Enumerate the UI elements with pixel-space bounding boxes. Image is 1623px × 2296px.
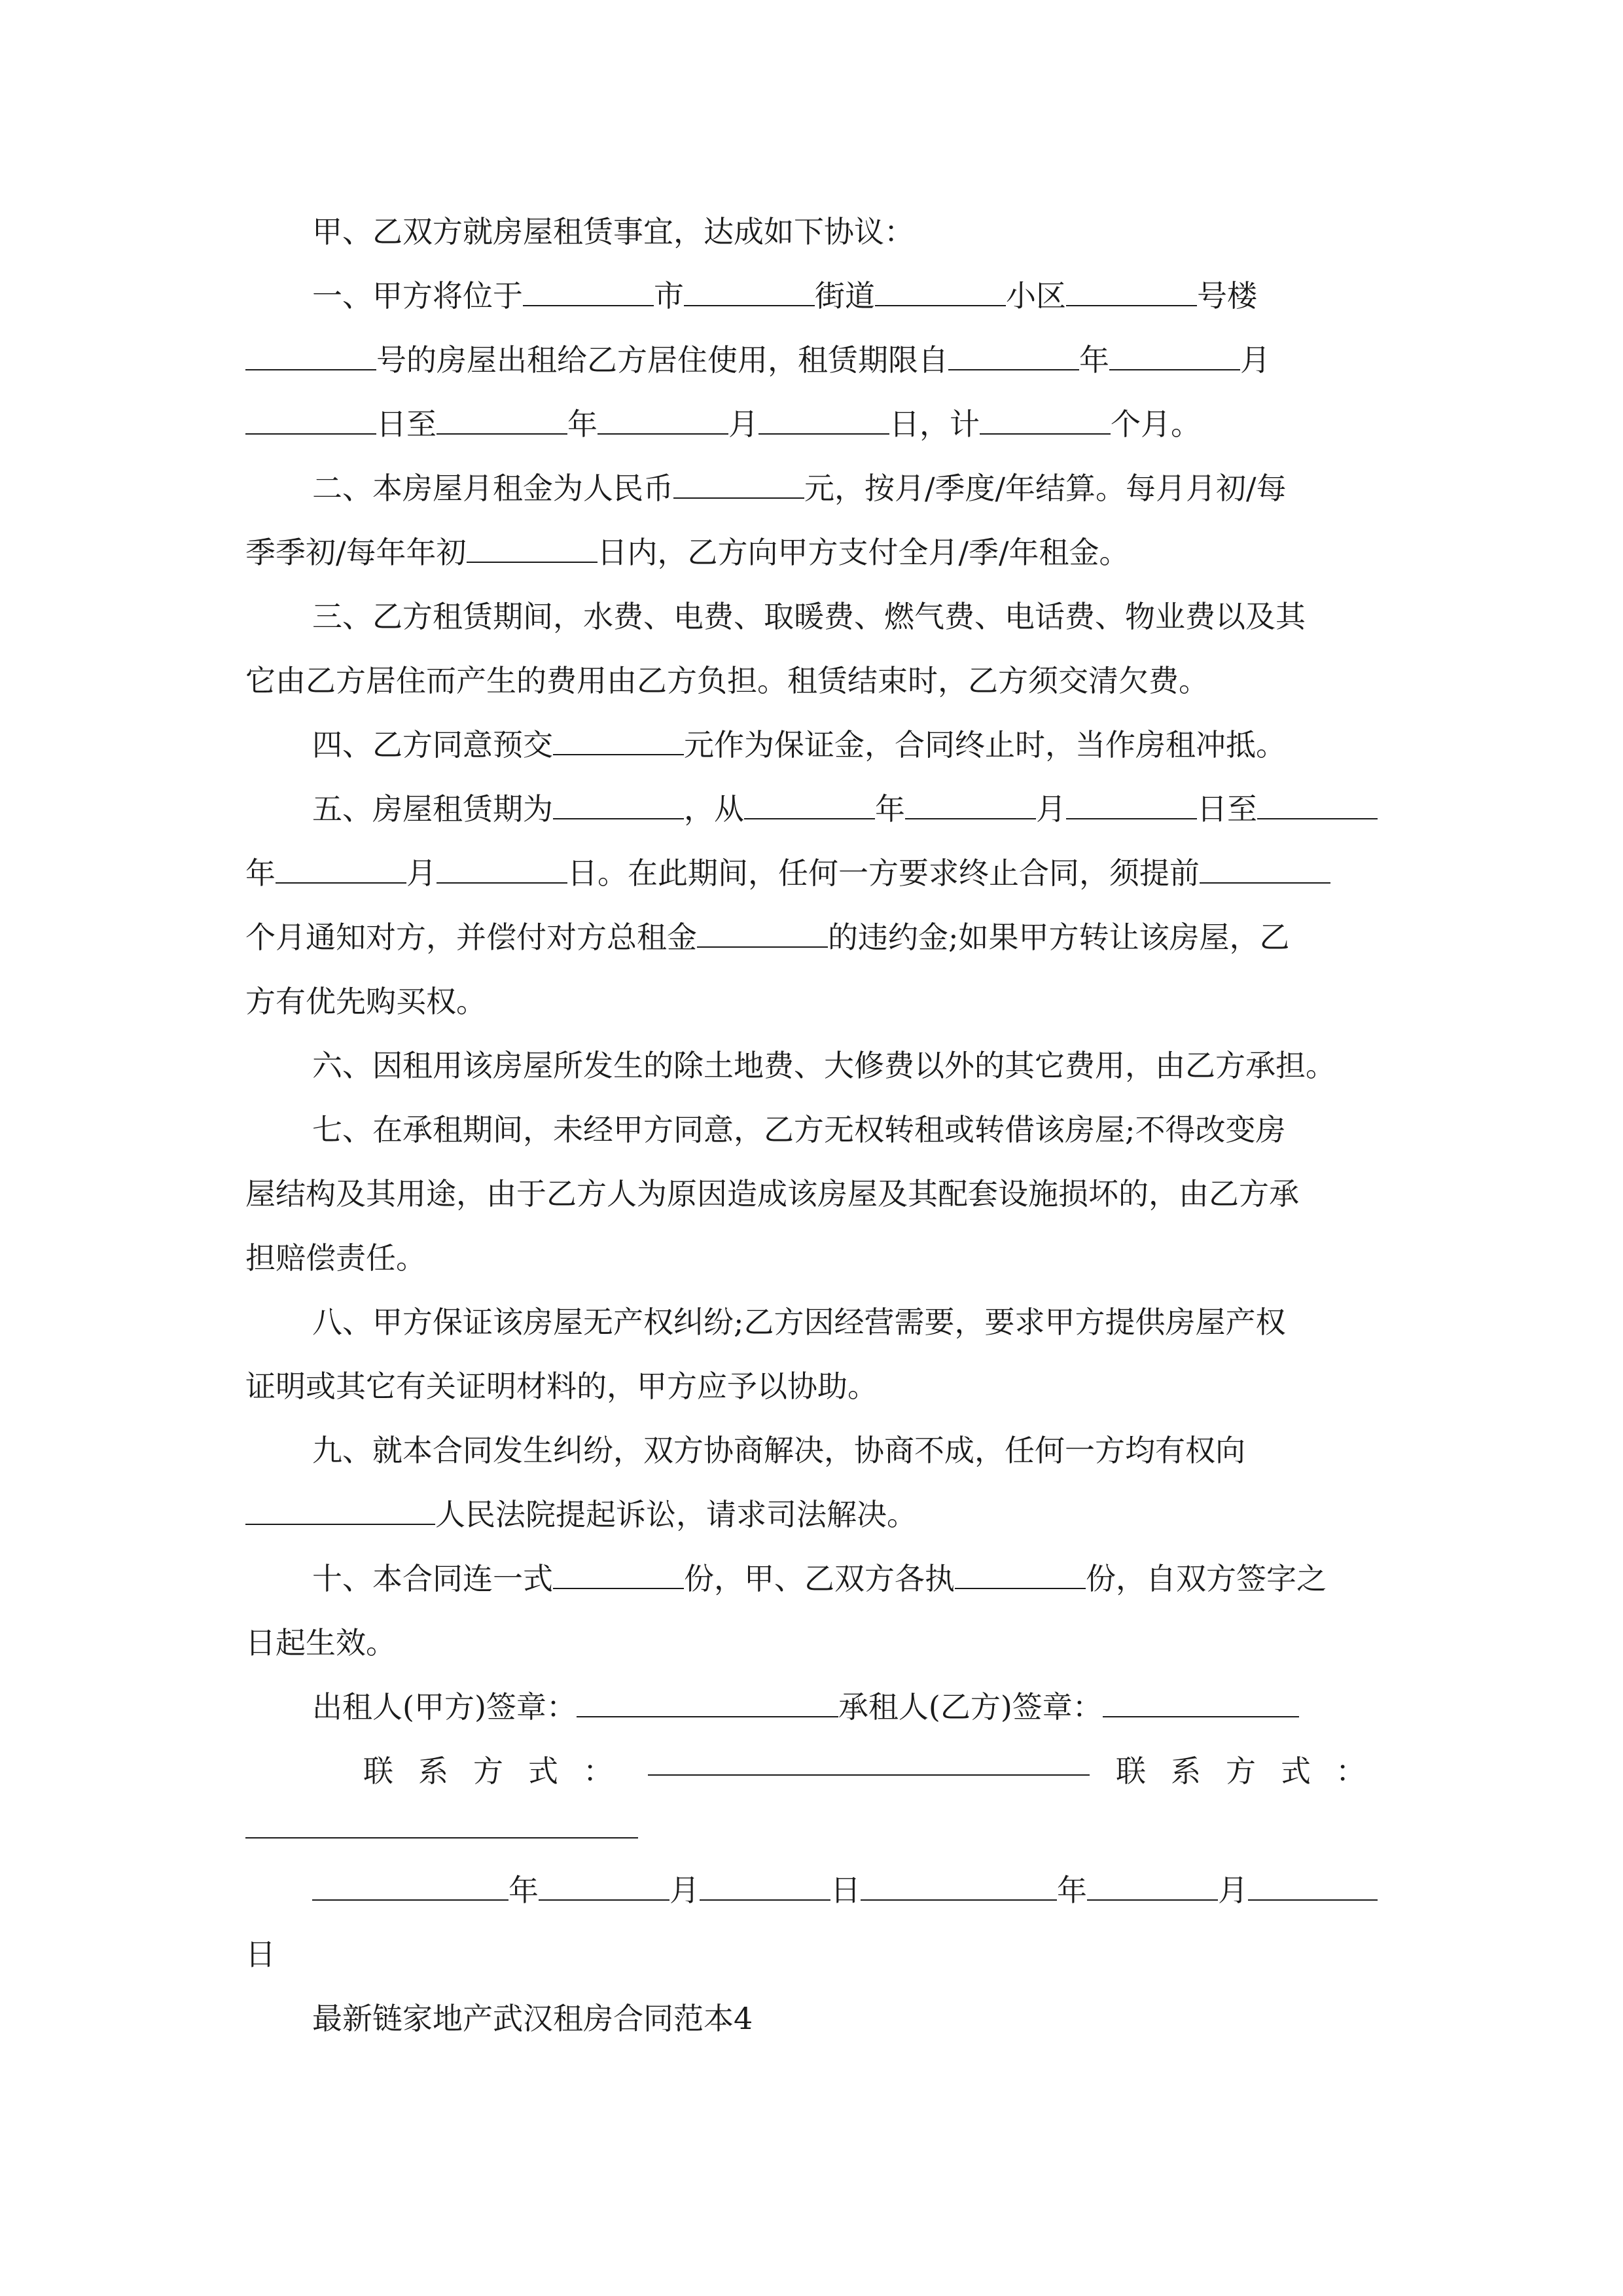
clause1-district: 小区 <box>1006 278 1066 314</box>
fill-blank[interactable] <box>245 330 376 370</box>
date-day: 日 <box>245 1937 276 1972</box>
next-document-title <box>312 1986 1378 2051</box>
contact-right-field[interactable] <box>245 1837 638 1839</box>
clause9-text: 人民法院提起诉讼，请求司法解决。 <box>435 1497 917 1532</box>
clause5-year: 年 <box>875 791 905 827</box>
clause1-months: 个月。 <box>1111 406 1201 442</box>
date-day: 日 <box>830 1873 861 1908</box>
clause5-text: 个月通知对方，并偿付对方总租金 <box>245 920 697 955</box>
clause1-city: 市 <box>654 278 684 314</box>
fill-blank[interactable] <box>948 330 1079 370</box>
clause1-text: 一、甲方将位于 <box>312 278 523 314</box>
fill-blank[interactable] <box>553 779 684 819</box>
clause5-line1 <box>312 776 1378 842</box>
fill-blank[interactable] <box>467 522 597 563</box>
fill-blank[interactable] <box>684 266 815 306</box>
clause5-line3 <box>245 905 1378 970</box>
clause2-text: 二、本房屋月租金为人民币 <box>312 471 673 506</box>
fill-blank[interactable] <box>553 715 684 755</box>
clause2-text: 元，按月/季度/年结算。每月月初/每 <box>804 471 1287 506</box>
fill-blank[interactable] <box>245 394 376 435</box>
fill-blank[interactable] <box>697 907 828 948</box>
clause9-line1 <box>312 1418 1378 1483</box>
clause6-text: 六、因租用该房屋所发生的除土地费、大修费以外的其它费用，由乙方承担。 <box>312 1048 1336 1083</box>
clause4-text: 四、乙方同意预交 <box>312 727 553 762</box>
clause7-line2 <box>245 1161 1378 1227</box>
clause3-text: 三、乙方租赁期间，水费、电费、取暖费、燃气费、电话费、物业费以及其 <box>312 599 1306 634</box>
fill-blank[interactable] <box>523 266 654 306</box>
contact-left-label <box>363 1738 645 1804</box>
contact-right-label <box>1116 1738 1391 1804</box>
fill-blank[interactable] <box>861 1860 1057 1901</box>
clause8-line1 <box>312 1289 1378 1355</box>
clause2-line2 <box>245 520 1378 585</box>
clause1-year: 年 <box>1079 342 1109 378</box>
clause1-line1 <box>312 263 1378 329</box>
clause7-text: 担赔偿责任。 <box>245 1240 426 1276</box>
clause3-text: 它由乙方居住而产生的费用由乙方负担。租赁结束时，乙方须交清欠费。 <box>245 663 1209 698</box>
fill-blank[interactable] <box>245 1484 435 1525</box>
clause4-text: 元作为保证金，合同终止时，当作房租冲抵。 <box>684 727 1286 762</box>
clause10-text: 十、本合同连一式 <box>312 1561 553 1596</box>
clause1-line3 <box>245 391 1378 457</box>
clause10-text: 日起生效。 <box>245 1625 396 1660</box>
clause5-year: 年 <box>245 855 276 891</box>
fill-blank[interactable] <box>1066 266 1197 306</box>
clause8-line2 <box>245 1354 1378 1419</box>
fill-blank[interactable] <box>955 1549 1086 1589</box>
contact-right-text <box>1116 1753 1391 1789</box>
clause10-line2 <box>245 1610 1378 1676</box>
clause7-line1 <box>312 1097 1378 1162</box>
fill-blank[interactable] <box>1066 779 1197 819</box>
lessee-signature-label: 承租人(乙方)签章： <box>838 1689 1103 1725</box>
contact-left: 联系方式： <box>363 1753 638 1789</box>
signature-line <box>312 1674 1378 1740</box>
date-month: 月 <box>1218 1873 1248 1908</box>
clause4-line1 <box>312 712 1378 778</box>
next-title-text: 最新链家地产武汉租房合同范本4 <box>312 2001 753 2036</box>
clause10-line1 <box>312 1546 1378 1611</box>
lessee-signature-field[interactable] <box>1103 1677 1299 1717</box>
contact-left-text <box>363 1753 638 1789</box>
fill-blank[interactable] <box>744 779 875 819</box>
date-month: 月 <box>669 1873 700 1908</box>
fill-blank[interactable] <box>1257 779 1378 819</box>
fill-blank[interactable] <box>1248 1860 1378 1901</box>
date-line-wrap <box>245 1922 1378 1987</box>
clause10-text: 份，自双方签字之 <box>1086 1561 1327 1596</box>
fill-blank[interactable] <box>312 1860 508 1901</box>
clause3-line1 <box>312 584 1378 649</box>
clause10-text: 份，甲、乙双方各执 <box>684 1561 955 1596</box>
clause2-text: 季季初/每年年初 <box>245 535 467 570</box>
clause5-day-to: 日至 <box>1197 791 1257 827</box>
date-year: 年 <box>1057 1873 1087 1908</box>
date-year: 年 <box>508 1873 539 1908</box>
lessor-signature-field[interactable] <box>577 1677 838 1717</box>
clause5-text: 日。在此期间，任何一方要求终止合同，须提前 <box>567 855 1200 891</box>
contact-right: 联系方式： <box>1116 1753 1391 1789</box>
clause1-street: 街道 <box>815 278 875 314</box>
fill-blank[interactable] <box>1109 330 1240 370</box>
clause1-day-total: 日，计 <box>889 406 980 442</box>
clause9-line2 <box>245 1482 1378 1547</box>
clause1-day-to: 日至 <box>376 406 437 442</box>
date-line <box>312 1857 1378 1923</box>
fill-blank[interactable] <box>437 394 567 435</box>
clause1-month: 月 <box>1240 342 1270 378</box>
clause1-building: 号楼 <box>1197 278 1257 314</box>
fill-blank[interactable] <box>905 779 1036 819</box>
clause5-text: ，从 <box>684 791 744 827</box>
clause2-text: 日内，乙方向甲方支付全月/季/年租金。 <box>597 535 1130 570</box>
fill-blank[interactable] <box>980 394 1111 435</box>
lessor-signature-label: 出租人(甲方)签章： <box>312 1689 577 1725</box>
intro-text: 甲、乙双方就房屋租赁事宜，达成如下协议： <box>312 214 914 249</box>
clause5-text: 的违约金;如果甲方转让该房屋，乙 <box>828 920 1290 955</box>
clause3-line2 <box>245 648 1378 713</box>
clause8-text: 证明或其它有关证明材料的，甲方应予以协助。 <box>245 1369 878 1404</box>
clause2-line1 <box>312 456 1378 521</box>
clause1-month: 月 <box>728 406 758 442</box>
fill-blank[interactable] <box>758 394 889 435</box>
fill-blank[interactable] <box>1087 1860 1218 1901</box>
fill-blank[interactable] <box>553 1549 684 1589</box>
fill-blank[interactable] <box>875 266 1006 306</box>
clause8-text: 八、甲方保证该房屋无产权纠纷;乙方因经营需要，要求甲方提供房屋产权 <box>312 1304 1286 1340</box>
clause1-year: 年 <box>567 406 597 442</box>
fill-blank[interactable] <box>700 1860 830 1901</box>
clause7-line3 <box>245 1225 1378 1291</box>
clause1-line2 <box>245 327 1378 393</box>
clause5-line4 <box>245 969 1378 1034</box>
fill-blank[interactable] <box>276 843 406 884</box>
clause6-line1 <box>312 1033 1378 1098</box>
clause7-text: 七、在承租期间，未经甲方同意，乙方无权转租或转借该房屋;不得改变房 <box>312 1112 1286 1147</box>
fill-blank[interactable] <box>437 843 567 884</box>
fill-blank[interactable] <box>539 1860 669 1901</box>
clause5-line2 <box>245 840 1378 906</box>
clause7-text: 屋结构及其用途，由于乙方人为原因造成该房屋及其配套设施损坏的，由乙方承 <box>245 1176 1299 1211</box>
clause5-text: 五、房屋租赁期为 <box>312 791 553 827</box>
clause5-month: 月 <box>1036 791 1066 827</box>
clause1-text: 号的房屋出租给乙方居住使用，租赁期限自 <box>376 342 948 378</box>
fill-blank[interactable] <box>673 458 804 499</box>
clause9-text: 九、就本合同发生纠纷，双方协商解决，协商不成，任何一方均有权向 <box>312 1433 1245 1468</box>
fill-blank[interactable] <box>1200 843 1330 884</box>
clause5-month: 月 <box>406 855 437 891</box>
intro-line <box>312 199 1378 264</box>
fill-blank[interactable] <box>597 394 728 435</box>
contact-left-field[interactable] <box>648 1774 1090 1776</box>
clause5-text: 方有优先购买权。 <box>245 984 486 1019</box>
